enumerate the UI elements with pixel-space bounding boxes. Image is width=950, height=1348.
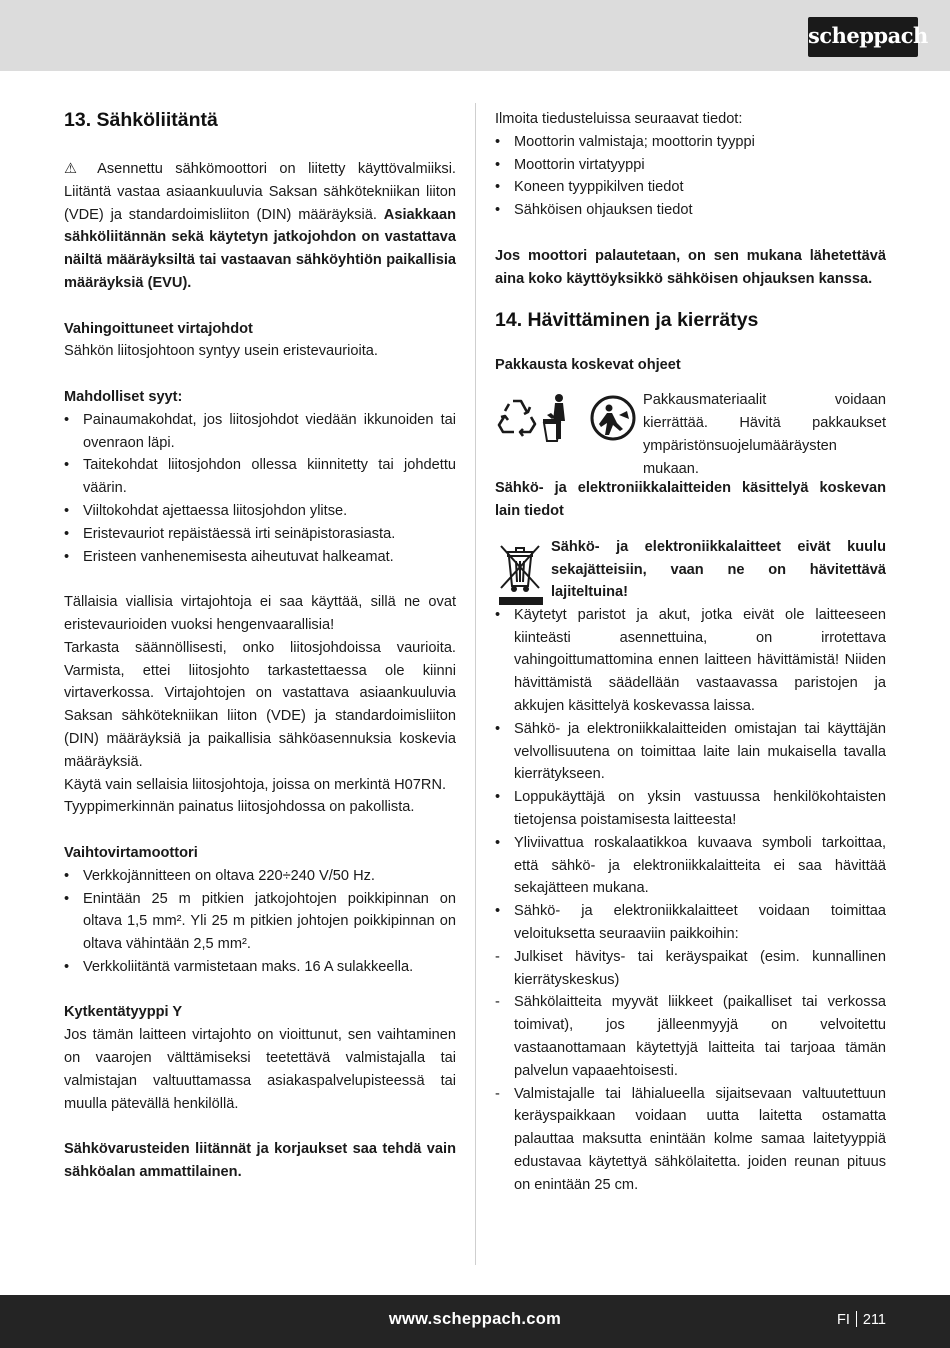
connection-type-text: Jos tämän laitteen virtajohto on vioittunut, sen vaihtaminen on vaarojen välttämiseksi teetettävä valmistajalla tai valmistajan valtuuttamassa asiakaspalvelupisteessä tai muulla pätevällä henkilöllä. [64,1027,456,1112]
list-item: • Verkkojännitteen on oltava 220÷240 V/50 Hz. [64,865,456,888]
list-item: • Taitekohdat liitosjohdon ollessa kiinnitetty tai johdettu väärin. [64,454,456,500]
collection-points-list [495,946,886,1197]
list-item: • Loppukäyttäjä on yksin vastuussa henkilökohtaisten tietojensa poistamisesta laitteesta! [495,786,886,832]
list-item: • Sähköisen ohjauksen tiedot [495,199,886,222]
inquiry-list [495,131,886,222]
weee-bold-notice: Sähkö- ja elektroniikkalaitteet eivät kuulu sekajätteisiin, vaan ne on hävitettävä lajiteltuina! [551,538,886,601]
damaged-cords-heading: Vahingoittuneet virtajohdot [64,320,253,337]
list-item: - Julkiset hävitys- tai keräyspaikat (esim. kunnallinen kierrätyskeskus) [495,946,886,992]
packaging-heading: Pakkausta koskevat ohjeet [495,357,681,374]
list-item: • Yliviivattua roskalaatikkoa kuvaava symboli tarkoittaa, että sähkö- ja elektroniikkalaitteita ei saa hävittää sekajätteen mukana. [495,832,886,900]
cable-type-paragraph: Käytä vain sellaisia liitosjohtoja, joissa on merkintä H07RN. [64,776,447,793]
ac-motor-heading: Vaihtovirtamoottori [64,844,198,861]
list-item: • Koneen tyyppikilven tiedot [495,176,886,199]
list-item: • Painaumakohdat, jos liitosjohdot viedään ikkunoiden tai ovenraon läpi. [64,409,456,455]
page-header [0,0,950,71]
list-item: • Käytetyt paristot ja akut, jotka eivät ole laitteeseen kiinteästi asennettuina, on irrotettava vahingoittumattomina ennen laitteen hävittämistä! Niiden hävittämistä säädellään vastaavassa paristojen ja akkujen käsittelyä koskevassa laissa. [495,604,886,718]
electrician-notice: Sähkövarusteiden liitännät ja korjaukset saa tehdä vain sähköalan ammattilainen. [64,1141,456,1181]
website-url: www.scheppach.com [388,1310,562,1328]
motor-return-notice: Jos moottori palautetaan, on sen mukana lähetettävä aina koko käyttöyksikkö sähköisen ohjauksen kanssa. [495,247,886,287]
page-number-value: 211 [862,1312,886,1328]
list-item-text: Sähkö- ja elektroniikkalaitteet voidaan toimittaa veloituksetta seuraaviin paikkoihin: [514,903,886,942]
list-item: • Sähkö- ja elektroniikkalaitteiden omistajan tai käyttäjän velvollisuutena on toimittaa laite lain mukaisella tavalla kierrätykseen. [495,718,886,786]
recycle-icon [499,401,535,436]
list-item: • Eristevauriot repäistäessä irti seinäpistorasiasta. [64,523,456,546]
tidy-man-icon [592,397,634,439]
crossed-bin-icon [495,540,547,612]
intro-paragraph [64,158,456,295]
warning-icon: ⚠ [64,161,86,177]
recycling-icons [495,391,637,447]
weee-heading: Sähkö- ja elektroniikkalaitteiden käsittelyä koskevan lain tiedot [495,480,886,519]
inquiry-intro: Ilmoita tiedusteluissa seuraavat tiedot: [495,111,743,127]
ac-motor-list [64,865,456,979]
list-item: • Eristeen vanhenemisesta aiheutuvat halkeamat. [64,546,456,569]
damaged-cords-text: Sähkön liitosjohtoon syntyy usein eristevaurioita. [64,343,378,360]
language-code: FI [836,1312,850,1328]
marking-paragraph: Tyyppimerkinnän painatus liitosjohdossa on pakollista. [64,799,415,816]
list-item: • Verkkoliitäntä varmistetaan maks. 16 A sulakkeella. [64,956,456,979]
inspection-paragraph: Tarkasta säännöllisesti, onko liitosjohdoissa vaurioita. Varmista, ettei liitosjohto tarkastettaessa ole kiinni virtaverkossa. Virtajohtojen on vastattava asiaankuuluvia Saksan sähkötekniikan liiton (VDE) ja standardoimisliiton (DIN) määräyksiä ja paikallisia sähköasennuksia koskevia määräyksiä. [64,639,456,770]
section-14-heading: 14. Hävittäminen ja kierrätys [495,309,759,332]
right-column [495,108,886,1196]
list-item: - Valmistajalle tai lähialueella sijaitsevaan valtuutettuun keräyspaikkaan voidaan uutta laitetta ostamatta palauttaa maksutta enintään kolme samaa laitetyyppiä edustavaa käytettyä sähkölaitetta. joiden reunan pituus on enintään 25 cm. [495,1083,886,1197]
intro-text: Asennettu sähkömoottori on liitetty käyttövalmiiksi. Liitäntä vastaa asiaankuuluvia Saksan sähkötekniikan liiton (VDE) ja standardoimisliiton (DIN) määräyksiä. [64,161,456,223]
page-separator [856,1311,857,1327]
list-item: • Moottorin valmistaja; moottorin tyyppi [495,131,886,154]
packaging-text: Pakkausmateriaalit voidaan kierrättää. Hävitä pakkaukset ympäristönsuojelumääräysten mukaan. [643,392,886,477]
list-item: • Viiltokohdat ajettaessa liitosjohdon ylitse. [64,500,456,523]
warning-paragraph: Tällaisia viallisia virtajohtoja ei saa käyttää, sillä ne ovat eristevaurioiden vuoksi hengenvaarallisia! [64,594,456,633]
column-divider [475,103,476,1265]
section-13-heading: 13. Sähköliitäntä [64,109,218,131]
weee-list [495,604,886,1197]
page-footer [0,1295,950,1348]
connection-type-heading: Kytkentätyyppi Y [64,1004,183,1021]
brand-name: scheppach [808,23,928,48]
list-item: • Moottorin virtatyyppi [495,154,886,177]
weee-notice-row [495,536,886,604]
causes-list [64,409,456,569]
scheppach-logo [808,17,928,57]
left-column [64,108,456,1184]
intro-bold-text: Asiakkaan sähköliitännän sekä käytetyn jatkojohdon on vastattava näiltä määräyksiltä tai vastaavan sähköyhtiön paikallisia määräyksiä (EVU). [64,206,457,291]
causes-heading: Mahdolliset syyt: [64,388,183,405]
packaging-row [495,389,886,477]
list-item: • Enintään 25 m pitkien jatkojohtojen poikkipinnan on oltava 1,5 mm². Yli 25 m pitkien johtojen poikkipinnan on oltava vähintään 2,5 mm². [64,888,456,956]
page-number [837,1311,886,1328]
bin-person-icon [543,394,565,441]
list-item: - Sähkölaitteita myyvät liikkeet (paikalliset tai verkossa toimivat), jos jälleenmyyjä on velvoitettu vastaanottamaan käytettyjä laitteita tai tarjoaa tämän palvelun vapaaehtoisesti. [495,991,886,1082]
list-item [495,900,886,1196]
